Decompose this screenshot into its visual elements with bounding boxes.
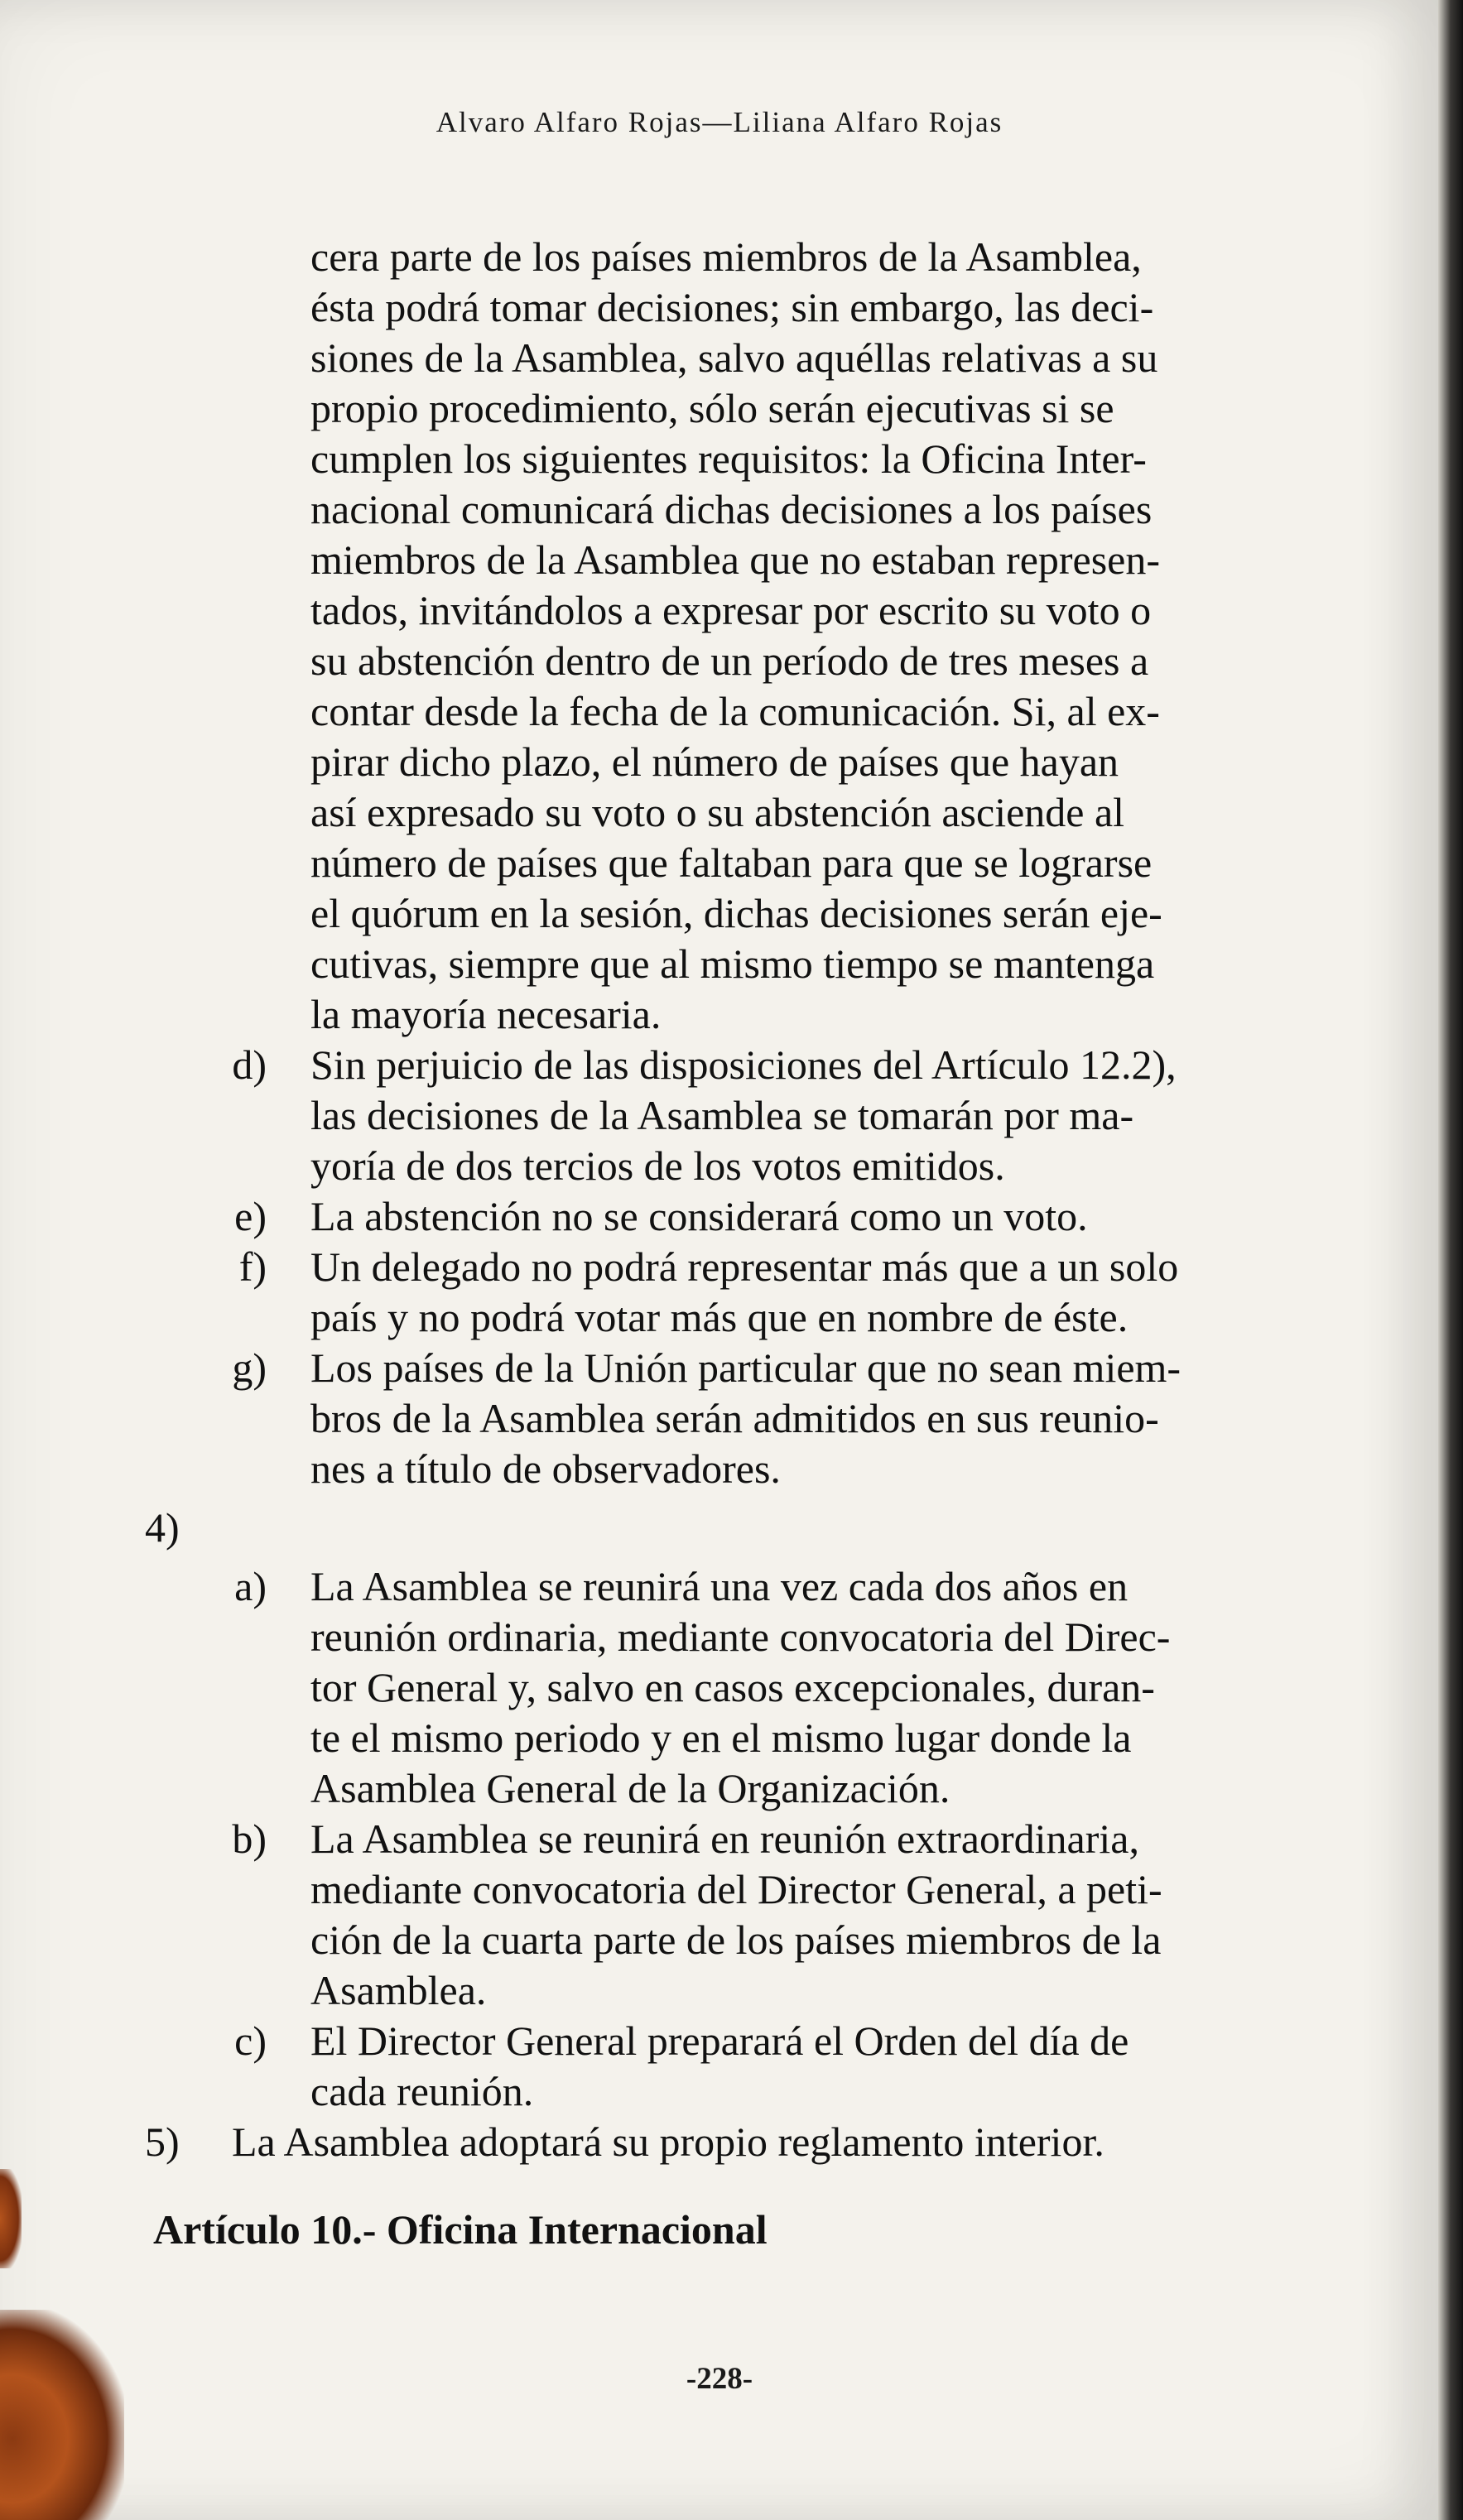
- paragraph-line: cumplen los siguientes requisitos: la Oficina Inter-: [310, 435, 1147, 482]
- article-heading: Artículo 10.- Oficina Internacional: [153, 2206, 768, 2253]
- item-4a-line: La Asamblea se reunirá una vez cada dos años en: [310, 1563, 1129, 1609]
- paragraph-line: cutivas, siempre que al mismo tiempo se mantenga: [310, 940, 1155, 987]
- item-e-line: La abstención no se considerará como un voto.: [310, 1193, 1088, 1239]
- item-4b-line: mediante convocatoria del Director General, a peti-: [310, 1866, 1162, 1912]
- item-label-e: e): [234, 1193, 267, 1239]
- page-number: -228-: [686, 2362, 753, 2396]
- item-4a-line: reunión ordinaria, mediante convocatoria del Direc-: [310, 1613, 1171, 1660]
- item-4a-line: Asamblea General de la Organización.: [310, 1765, 950, 1811]
- paragraph-line: ésta podrá tomar decisiones; sin embargo, las deci-: [310, 284, 1154, 330]
- item-4a-line: te el mismo periodo y en el mismo lugar donde la: [310, 1714, 1132, 1761]
- paragraph-line: el quórum en la sesión, dichas decisiones serán eje-: [310, 890, 1162, 936]
- item-label-d: d): [232, 1041, 267, 1088]
- item-d-line: las decisiones de la Asamblea se tomarán por ma-: [310, 1092, 1134, 1138]
- item-f-line: Un delegado no podrá representar más que a un solo: [310, 1243, 1179, 1290]
- item-label-f: f): [238, 1243, 267, 1290]
- item-label-g: g): [232, 1344, 267, 1391]
- item-d-line: Sin perjuicio de las disposiciones del Artículo 12.2),: [310, 1041, 1177, 1088]
- item-4a-line: tor General y, salvo en casos excepcionales, duran-: [310, 1664, 1155, 1710]
- item-label-4a: a): [234, 1563, 267, 1609]
- paragraph-line: tados, invitándolos a expresar por escrito su voto o: [310, 587, 1152, 633]
- thumb: [0, 2310, 124, 2520]
- paragraph-line: pirar dicho plazo, el número de países que hayan: [310, 738, 1119, 785]
- finger-shadow: [0, 2169, 22, 2268]
- item-label-5: 5): [145, 2118, 180, 2165]
- paragraph-line: su abstención dentro de un período de tres meses a: [310, 637, 1149, 684]
- item-4b-line: La Asamblea se reunirá en reunión extraordinaria,: [310, 1815, 1139, 1862]
- paragraph-line: número de países que faltaban para que se lograrse: [310, 839, 1153, 886]
- paragraph-line: la mayoría necesaria.: [310, 991, 662, 1037]
- item-g-line: bros de la Asamblea serán admitidos en sus reunio-: [310, 1395, 1159, 1441]
- item-g-line: Los países de la Unión particular que no sean miem-: [310, 1344, 1181, 1391]
- item-label-4b: b): [232, 1815, 267, 1862]
- paragraph-line: propio procedimiento, sólo serán ejecutivas si se: [310, 385, 1114, 431]
- item-4c-line: El Director General preparará el Orden del día de: [310, 2017, 1129, 2064]
- paragraph-line: contar desde la fecha de la comunicación. Si, al ex-: [310, 688, 1160, 734]
- running-header: Alvaro Alfaro Rojas—Liliana Alfaro Rojas: [436, 106, 1003, 138]
- paragraph-line: siones de la Asamblea, salvo aquéllas relativas a su: [310, 334, 1158, 381]
- section-4-label: 4): [145, 1504, 180, 1551]
- item-5-line: La Asamblea adoptará su propio reglamento interior.: [232, 2118, 1104, 2165]
- paragraph-line: miembros de la Asamblea que no estaban represen-: [310, 536, 1161, 583]
- page-edge: [1438, 0, 1463, 2520]
- item-4b-line: ción de la cuarta parte de los países miembros de la: [310, 1916, 1162, 1963]
- item-g-line: nes a título de observadores.: [310, 1445, 781, 1492]
- item-label-4c: c): [234, 2017, 267, 2064]
- item-f-line: país y no podrá votar más que en nombre de éste.: [310, 1294, 1129, 1340]
- item-d-line: yoría de dos tercios de los votos emitidos.: [310, 1142, 1005, 1189]
- paragraph-line: nacional comunicará dichas decisiones a los países: [310, 486, 1153, 532]
- paragraph-line: así expresado su voto o su abstención asciende al: [310, 789, 1125, 835]
- item-4c-line: cada reunión.: [310, 2068, 534, 2114]
- paragraph-line: cera parte de los países miembros de la Asamblea,: [310, 233, 1142, 280]
- item-4b-line: Asamblea.: [310, 1967, 487, 2013]
